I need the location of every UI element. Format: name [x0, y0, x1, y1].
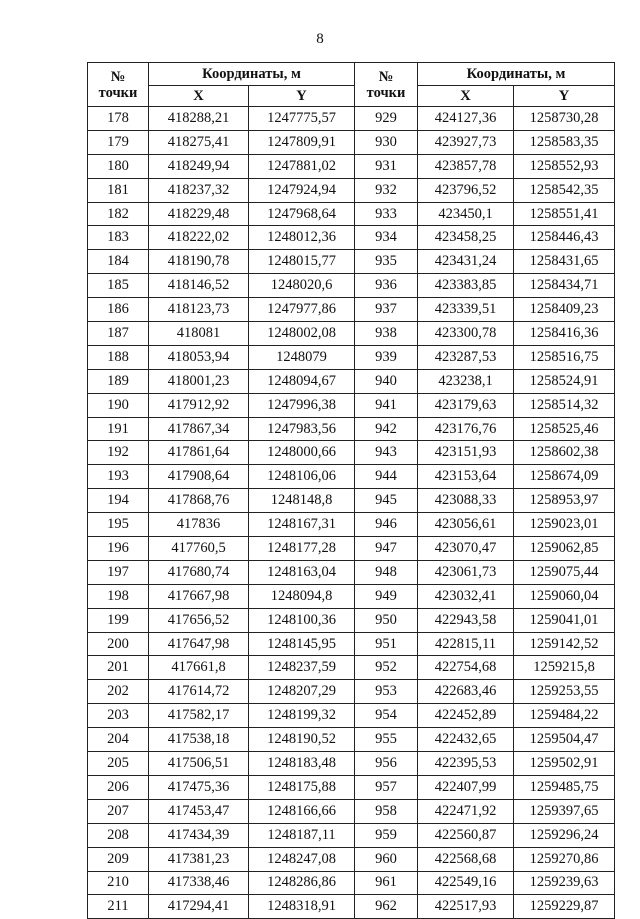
y-coordinate-cell: 1248012,36 [249, 226, 355, 250]
x-coordinate-cell: 423383,85 [418, 274, 514, 298]
x-coordinate-cell: 417614,72 [149, 680, 249, 704]
point-number-cell: 958 [355, 799, 418, 823]
point-number-cell: 935 [355, 250, 418, 274]
x-coordinate-cell: 418053,94 [149, 345, 249, 369]
point-number-cell: 181 [88, 178, 149, 202]
num-word: точки [98, 84, 138, 101]
point-number-cell: 950 [355, 608, 418, 632]
x-coordinate-cell: 422560,87 [418, 823, 514, 847]
x-coordinate-cell: 417861,64 [149, 441, 249, 465]
table-row [88, 632, 615, 656]
point-number-header-left [88, 63, 149, 107]
page-number: 8 [316, 31, 324, 47]
x-coordinate-cell: 423238,1 [418, 369, 514, 393]
table-row [88, 369, 615, 393]
table-row [88, 608, 615, 632]
point-number-cell: 197 [88, 560, 149, 584]
y-coordinate-cell: 1248237,59 [249, 656, 355, 680]
point-number-cell: 943 [355, 441, 418, 465]
y-coordinate-cell: 1248094,8 [249, 584, 355, 608]
table-row [88, 513, 615, 537]
point-number-cell: 183 [88, 226, 149, 250]
y-coordinate-cell: 1248106,06 [249, 465, 355, 489]
point-number-cell: 948 [355, 560, 418, 584]
x-coordinate-cell: 422683,46 [418, 680, 514, 704]
x-coordinate-cell: 423153,64 [418, 465, 514, 489]
table-row [88, 322, 615, 346]
point-number-cell: 957 [355, 775, 418, 799]
table-row [88, 250, 615, 274]
table-row [88, 680, 615, 704]
y-coordinate-cell: 1248199,32 [249, 704, 355, 728]
table-row [88, 441, 615, 465]
y-coordinate-cell: 1248207,29 [249, 680, 355, 704]
point-number-cell: 955 [355, 728, 418, 752]
x-header-left: X [149, 86, 249, 107]
y-coordinate-cell: 1248020,6 [249, 274, 355, 298]
point-number-cell: 205 [88, 752, 149, 776]
point-number-cell: 206 [88, 775, 149, 799]
point-number-cell: 185 [88, 274, 149, 298]
coords-header-right: Координаты, м [418, 63, 615, 86]
point-number-cell: 942 [355, 417, 418, 441]
x-coordinate-cell: 418146,52 [149, 274, 249, 298]
y-coordinate-cell: 1259023,01 [514, 513, 615, 537]
x-coordinate-cell: 423061,73 [418, 560, 514, 584]
point-number-cell: 930 [355, 130, 418, 154]
y-coordinate-cell: 1259075,44 [514, 560, 615, 584]
x-coordinate-cell: 423339,51 [418, 298, 514, 322]
y-coordinate-cell: 1248166,66 [249, 799, 355, 823]
point-number-cell: 952 [355, 656, 418, 680]
point-number-cell: 941 [355, 393, 418, 417]
x-coordinate-cell: 423431,24 [418, 250, 514, 274]
point-number-cell: 189 [88, 369, 149, 393]
x-coordinate-cell: 417294,41 [149, 895, 249, 919]
y-coordinate-cell: 1247809,91 [249, 130, 355, 154]
y-coordinate-cell: 1247977,86 [249, 298, 355, 322]
point-number-cell: 961 [355, 871, 418, 895]
y-coordinate-cell: 1248079 [249, 345, 355, 369]
x-coordinate-cell: 417667,98 [149, 584, 249, 608]
y-coordinate-cell: 1259215,8 [514, 656, 615, 680]
x-coordinate-cell: 424127,36 [418, 107, 514, 131]
y-coordinate-cell: 1248177,28 [249, 537, 355, 561]
x-coordinate-cell: 417868,76 [149, 489, 249, 513]
y-coordinate-cell: 1259484,22 [514, 704, 615, 728]
point-number-cell: 939 [355, 345, 418, 369]
point-number-cell: 929 [355, 107, 418, 131]
point-number-cell: 196 [88, 537, 149, 561]
num-symbol: № [378, 68, 394, 85]
point-number-cell: 956 [355, 752, 418, 776]
table-row [88, 393, 615, 417]
point-number-cell: 944 [355, 465, 418, 489]
y-coordinate-cell: 1258416,36 [514, 322, 615, 346]
point-number-cell: 954 [355, 704, 418, 728]
table-row [88, 154, 615, 178]
x-coordinate-cell: 417867,34 [149, 417, 249, 441]
point-number-cell: 199 [88, 608, 149, 632]
point-number-cell: 946 [355, 513, 418, 537]
x-coordinate-cell: 417338,46 [149, 871, 249, 895]
x-coordinate-cell: 423796,52 [418, 178, 514, 202]
table-row [88, 656, 615, 680]
y-coordinate-cell: 1258516,75 [514, 345, 615, 369]
point-number-cell: 947 [355, 537, 418, 561]
y-coordinate-cell: 1247775,57 [249, 107, 355, 131]
point-number-cell: 209 [88, 847, 149, 871]
x-coordinate-cell: 417680,74 [149, 560, 249, 584]
point-number-cell: 208 [88, 823, 149, 847]
x-coordinate-cell: 422452,89 [418, 704, 514, 728]
table-row [88, 130, 615, 154]
point-number-cell: 934 [355, 226, 418, 250]
x-coordinate-cell: 422568,68 [418, 847, 514, 871]
table-row [88, 345, 615, 369]
x-coordinate-cell: 417908,64 [149, 465, 249, 489]
y-coordinate-cell: 1259239,63 [514, 871, 615, 895]
table-row [88, 560, 615, 584]
point-number-cell: 953 [355, 680, 418, 704]
y-coordinate-cell: 1258730,28 [514, 107, 615, 131]
point-number-cell: 193 [88, 465, 149, 489]
x-coordinate-cell: 417836 [149, 513, 249, 537]
y-coordinate-cell: 1258446,43 [514, 226, 615, 250]
point-number-cell: 194 [88, 489, 149, 513]
y-coordinate-cell: 1258551,41 [514, 202, 615, 226]
y-coordinate-cell: 1248094,67 [249, 369, 355, 393]
point-number-cell: 187 [88, 322, 149, 346]
x-coordinate-cell: 423088,33 [418, 489, 514, 513]
y-coordinate-cell: 1258583,35 [514, 130, 615, 154]
x-coordinate-cell: 423179,63 [418, 393, 514, 417]
table-row [88, 226, 615, 250]
point-number-cell: 937 [355, 298, 418, 322]
point-number-cell: 932 [355, 178, 418, 202]
point-number-cell: 203 [88, 704, 149, 728]
x-coordinate-cell: 423070,47 [418, 537, 514, 561]
y-header-right: Y [514, 86, 615, 107]
x-coordinate-cell: 418001,23 [149, 369, 249, 393]
table-body [88, 107, 615, 919]
x-coordinate-cell: 417656,52 [149, 608, 249, 632]
y-coordinate-cell: 1248167,31 [249, 513, 355, 537]
x-coordinate-cell: 422943,58 [418, 608, 514, 632]
table-row [88, 178, 615, 202]
x-coordinate-cell: 417647,98 [149, 632, 249, 656]
point-number-cell: 936 [355, 274, 418, 298]
x-coordinate-cell: 422407,99 [418, 775, 514, 799]
x-coordinate-cell: 417453,47 [149, 799, 249, 823]
point-number-cell: 211 [88, 895, 149, 919]
x-coordinate-cell: 422815,11 [418, 632, 514, 656]
y-coordinate-cell: 1258542,35 [514, 178, 615, 202]
table-row [88, 871, 615, 895]
y-coordinate-cell: 1247996,38 [249, 393, 355, 417]
y-coordinate-cell: 1247924,94 [249, 178, 355, 202]
y-coordinate-cell: 1258525,46 [514, 417, 615, 441]
x-coordinate-cell: 417760,5 [149, 537, 249, 561]
y-coordinate-cell: 1259062,85 [514, 537, 615, 561]
y-coordinate-cell: 1259253,55 [514, 680, 615, 704]
table-row [88, 895, 615, 919]
y-coordinate-cell: 1258674,09 [514, 465, 615, 489]
y-coordinate-cell: 1259229,87 [514, 895, 615, 919]
point-number-cell: 186 [88, 298, 149, 322]
y-coordinate-cell: 1259060,04 [514, 584, 615, 608]
point-number-cell: 192 [88, 441, 149, 465]
x-coordinate-cell: 422549,16 [418, 871, 514, 895]
x-coordinate-cell: 423032,41 [418, 584, 514, 608]
point-number-header-right [355, 63, 418, 107]
x-coordinate-cell: 417506,51 [149, 752, 249, 776]
x-coordinate-cell: 423056,61 [418, 513, 514, 537]
x-coordinate-cell: 418123,73 [149, 298, 249, 322]
table-row [88, 584, 615, 608]
x-coordinate-cell: 417912,92 [149, 393, 249, 417]
y-coordinate-cell: 1248190,52 [249, 728, 355, 752]
point-number-cell: 188 [88, 345, 149, 369]
table-row [88, 274, 615, 298]
y-coordinate-cell: 1248100,36 [249, 608, 355, 632]
x-coordinate-cell: 422432,65 [418, 728, 514, 752]
x-coordinate-cell: 418249,94 [149, 154, 249, 178]
x-coordinate-cell: 423176,76 [418, 417, 514, 441]
table-row [88, 799, 615, 823]
point-number-cell: 202 [88, 680, 149, 704]
point-number-cell: 959 [355, 823, 418, 847]
x-coordinate-cell: 418275,41 [149, 130, 249, 154]
y-coordinate-cell: 1258514,32 [514, 393, 615, 417]
y-coordinate-cell: 1258431,65 [514, 250, 615, 274]
point-number-cell: 207 [88, 799, 149, 823]
point-number-cell: 191 [88, 417, 149, 441]
y-coordinate-cell: 1258409,23 [514, 298, 615, 322]
x-coordinate-cell: 418288,21 [149, 107, 249, 131]
y-coordinate-cell: 1259502,91 [514, 752, 615, 776]
y-coordinate-cell: 1259296,24 [514, 823, 615, 847]
y-coordinate-cell: 1259397,65 [514, 799, 615, 823]
table-row [88, 489, 615, 513]
point-number-cell: 962 [355, 895, 418, 919]
x-coordinate-cell: 423300,78 [418, 322, 514, 346]
y-coordinate-cell: 1247881,02 [249, 154, 355, 178]
y-coordinate-cell: 1247983,56 [249, 417, 355, 441]
y-coordinate-cell: 1248145,95 [249, 632, 355, 656]
point-number-cell: 190 [88, 393, 149, 417]
point-number-cell: 178 [88, 107, 149, 131]
point-number-cell: 960 [355, 847, 418, 871]
point-number-cell: 951 [355, 632, 418, 656]
point-number-cell: 195 [88, 513, 149, 537]
point-number-cell: 201 [88, 656, 149, 680]
x-coordinate-cell: 423287,53 [418, 345, 514, 369]
x-coordinate-cell: 422754,68 [418, 656, 514, 680]
y-coordinate-cell: 1248002,08 [249, 322, 355, 346]
point-number-cell: 204 [88, 728, 149, 752]
y-coordinate-cell: 1258434,71 [514, 274, 615, 298]
table-row [88, 202, 615, 226]
x-coordinate-cell: 418222,02 [149, 226, 249, 250]
y-coordinate-cell: 1248318,91 [249, 895, 355, 919]
point-number-cell: 940 [355, 369, 418, 393]
y-coordinate-cell: 1248015,77 [249, 250, 355, 274]
y-coordinate-cell: 1248163,04 [249, 560, 355, 584]
point-number-cell: 180 [88, 154, 149, 178]
num-word: точки [366, 84, 406, 101]
y-coordinate-cell: 1258953,97 [514, 489, 615, 513]
point-number-cell: 182 [88, 202, 149, 226]
x-coordinate-cell: 417475,36 [149, 775, 249, 799]
y-coordinate-cell: 1248187,11 [249, 823, 355, 847]
y-coordinate-cell: 1248183,48 [249, 752, 355, 776]
y-coordinate-cell: 1248286,86 [249, 871, 355, 895]
coordinates-table [87, 62, 615, 919]
table-row [88, 823, 615, 847]
y-coordinate-cell: 1258552,93 [514, 154, 615, 178]
table-row [88, 704, 615, 728]
y-coordinate-cell: 1258602,38 [514, 441, 615, 465]
x-coordinate-cell: 418190,78 [149, 250, 249, 274]
point-number-cell: 933 [355, 202, 418, 226]
x-coordinate-cell: 423450,1 [418, 202, 514, 226]
x-coordinate-cell: 422395,53 [418, 752, 514, 776]
y-coordinate-cell: 1259504,47 [514, 728, 615, 752]
x-header-right: X [418, 86, 514, 107]
point-number-cell: 200 [88, 632, 149, 656]
y-coordinate-cell: 1248247,08 [249, 847, 355, 871]
x-coordinate-cell: 417661,8 [149, 656, 249, 680]
y-coordinate-cell: 1259041,01 [514, 608, 615, 632]
x-coordinate-cell: 418081 [149, 322, 249, 346]
point-number-cell: 198 [88, 584, 149, 608]
table-row [88, 107, 615, 131]
coords-header-left: Координаты, м [149, 63, 355, 86]
point-number-cell: 931 [355, 154, 418, 178]
x-coordinate-cell: 423857,78 [418, 154, 514, 178]
num-symbol: № [110, 68, 126, 85]
y-coordinate-cell: 1258524,91 [514, 369, 615, 393]
point-number-cell: 938 [355, 322, 418, 346]
point-number-cell: 949 [355, 584, 418, 608]
point-number-cell: 179 [88, 130, 149, 154]
table-row [88, 537, 615, 561]
y-coordinate-cell: 1248148,8 [249, 489, 355, 513]
y-coordinate-cell: 1259485,75 [514, 775, 615, 799]
table-row [88, 298, 615, 322]
y-coordinate-cell: 1259270,86 [514, 847, 615, 871]
point-number-cell: 210 [88, 871, 149, 895]
x-coordinate-cell: 418237,32 [149, 178, 249, 202]
x-coordinate-cell: 423458,25 [418, 226, 514, 250]
y-coordinate-cell: 1259142,52 [514, 632, 615, 656]
table-row [88, 752, 615, 776]
table-row [88, 775, 615, 799]
y-coordinate-cell: 1248000,66 [249, 441, 355, 465]
y-coordinate-cell: 1248175,88 [249, 775, 355, 799]
table-row [88, 728, 615, 752]
x-coordinate-cell: 417381,23 [149, 847, 249, 871]
x-coordinate-cell: 417538,18 [149, 728, 249, 752]
point-number-cell: 945 [355, 489, 418, 513]
x-coordinate-cell: 423151,93 [418, 441, 514, 465]
x-coordinate-cell: 422471,92 [418, 799, 514, 823]
x-coordinate-cell: 423927,73 [418, 130, 514, 154]
table-row [88, 847, 615, 871]
table-row [88, 465, 615, 489]
y-header-left: Y [249, 86, 355, 107]
x-coordinate-cell: 417434,39 [149, 823, 249, 847]
y-coordinate-cell: 1247968,64 [249, 202, 355, 226]
table-row [88, 417, 615, 441]
x-coordinate-cell: 417582,17 [149, 704, 249, 728]
x-coordinate-cell: 418229,48 [149, 202, 249, 226]
point-number-cell: 184 [88, 250, 149, 274]
x-coordinate-cell: 422517,93 [418, 895, 514, 919]
